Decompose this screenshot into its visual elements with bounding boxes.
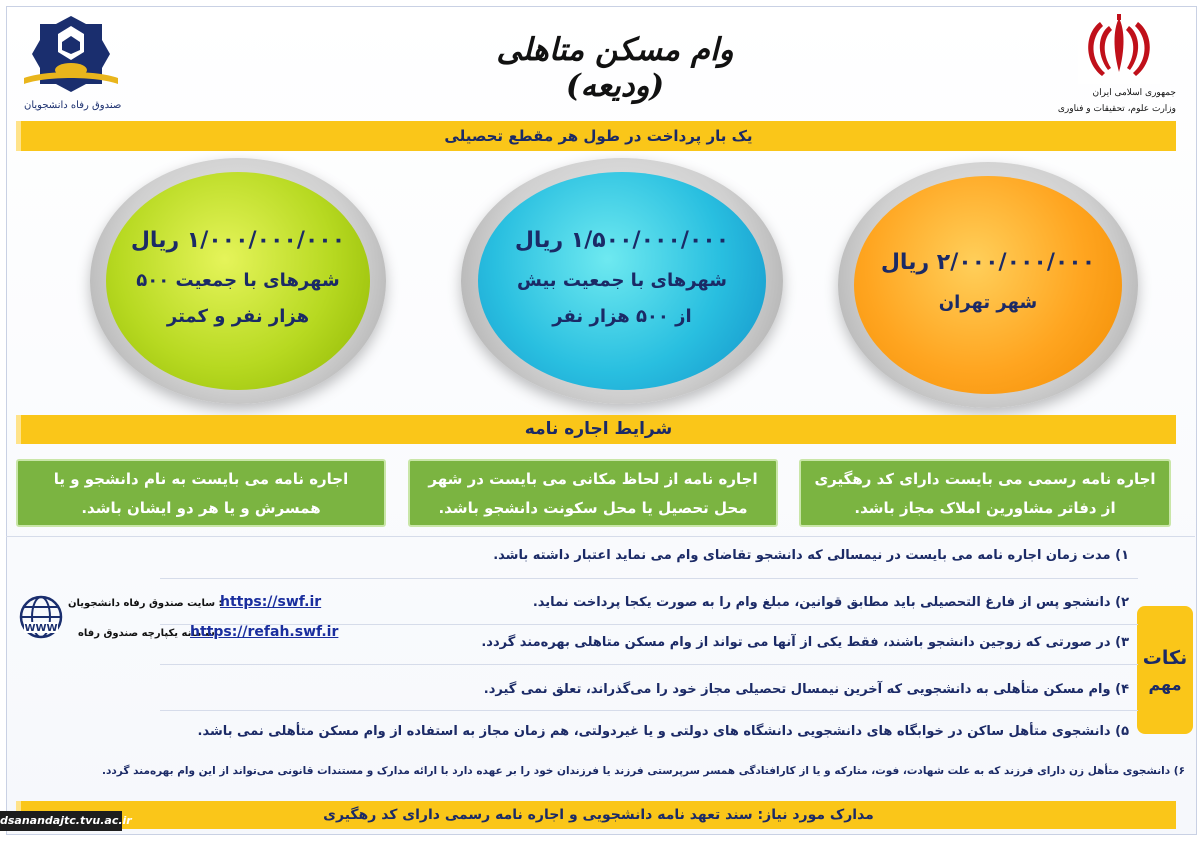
note-separator (160, 578, 1138, 579)
note-item: ۱) مدت زمان اجاره نامه می بایست در نیمسالی که دانشجو تقاضای وام می نماید اعتبار داشته باشد. (493, 548, 1129, 563)
condition-box: اجاره نامه از لحاظ مکانی می بایست در شهر محل تحصیل یا محل سکونت دانشجو باشد. (408, 459, 778, 527)
note-item: ۵) دانشجوی متأهل ساکن در خوابگاه های دانشجویی دانشگاه های دولتی و یا غیردولتی، هم زمان مجاز به استفاده از وام مسکن متأهلی نمی باشد. (197, 724, 1129, 739)
bottom-banner: مدارک مورد نیاز: سند تعهد نامه دانشجویی و اجاره نامه رسمی دارای کد رهگیری (16, 801, 1176, 829)
loan-card-inner (478, 172, 766, 390)
link-label-system: سامانه یکپارچه صندوق رفاه (78, 628, 215, 639)
loan-description: شهرهای با جمعیت بیش از ۵۰۰ هزار نفر (517, 269, 727, 327)
loan-card-small-cities (90, 158, 386, 404)
iran-emblem-logo (1057, 12, 1184, 122)
site-watermark: dsanandajtc.tvu.ac.ir (0, 811, 122, 831)
conditions-title: شرایط اجاره نامه (16, 415, 1176, 444)
loan-card-large-cities (461, 158, 783, 404)
loan-amount: ۲/۰۰۰/۰۰۰/۰۰۰ ریال (880, 249, 1096, 275)
globe-www-icon (18, 594, 64, 640)
loan-amount: ۱/۵۰۰/۰۰۰/۰۰۰ ریال (514, 227, 730, 253)
note-separator (160, 710, 1138, 711)
link-label-site: : سایت صندوق رفاه دانشجویان (68, 598, 223, 609)
top-banner: یک بار پرداخت در طول هر مقطع تحصیلی (16, 121, 1176, 151)
iran-emblem-icon (1078, 12, 1160, 84)
notes-badge-line-2: مهم (1148, 674, 1182, 694)
loan-amount: ۱/۰۰۰/۰۰۰/۰۰۰ ریال (130, 227, 346, 253)
loan-description: شهر تهران (938, 291, 1038, 313)
swf-emblem-icon (16, 12, 126, 100)
section-divider (6, 536, 1195, 537)
left-logo-caption: صندوق رفاه دانشجویان (24, 100, 122, 111)
loan-card-inner (854, 176, 1122, 394)
svg-text:WWW: WWW (24, 623, 58, 634)
important-notes-badge (1137, 606, 1193, 734)
loan-card-tehran (838, 162, 1138, 408)
note-item: ۳) در صورتی که زوجین دانشجو باشند، فقط یکی از آنها می تواند از وام مسکن متاهلی بهره‌مند گردد. (481, 635, 1129, 650)
condition-box: اجاره نامه رسمی می بایست دارای کد رهگیری از دفاتر مشاورین املاک مجاز باشد. (799, 459, 1171, 527)
swf-site-link[interactable]: https://swf.ir (220, 594, 322, 610)
loan-card-inner (106, 172, 370, 390)
swf-logo (16, 12, 126, 118)
refah-system-link[interactable]: https://refah.swf.ir (190, 624, 339, 640)
right-logo-caption-1: جمهوری اسلامی ایران (1092, 88, 1176, 98)
right-logo-caption-2: وزارت علوم، تحقیقات و فناوری (1057, 104, 1176, 114)
notes-badge-line-1: نکات (1142, 646, 1188, 669)
condition-box: اجاره نامه می بایست به نام دانشجو و یا همسرش و یا هر دو ایشان باشد. (16, 459, 386, 527)
note-separator (160, 664, 1138, 665)
page-title: وام مسکن متاهلی (ودیعه) (496, 32, 734, 104)
loan-description: شهرهای با جمعیت ۵۰۰ هزار نفر و کمتر (136, 269, 340, 327)
links-block (18, 592, 358, 652)
note-item: ۲) دانشجو پس از فارغ التحصیلی باید مطابق قوانین، مبلغ وام را به صورت یکجا پرداخت نماید. (532, 595, 1129, 610)
note-item: ۶) دانشجوی متأهل زن دارای فرزند که به علت شهادت، فوت، متارکه و یا از کارافتادگی همسر سرپرستی فرزند یا فرزندان خود را بر عهده دارد با ارائه مدارک و مستندات قانونی می‌تواند از این وام بهره‌مند گردد. (102, 765, 1185, 777)
note-item: ۴) وام مسکن متأهلی به دانشجویی که آخرین نیمسال تحصیلی مجاز خود را می‌گذراند، تعلق نمی گیرد. (483, 682, 1129, 697)
